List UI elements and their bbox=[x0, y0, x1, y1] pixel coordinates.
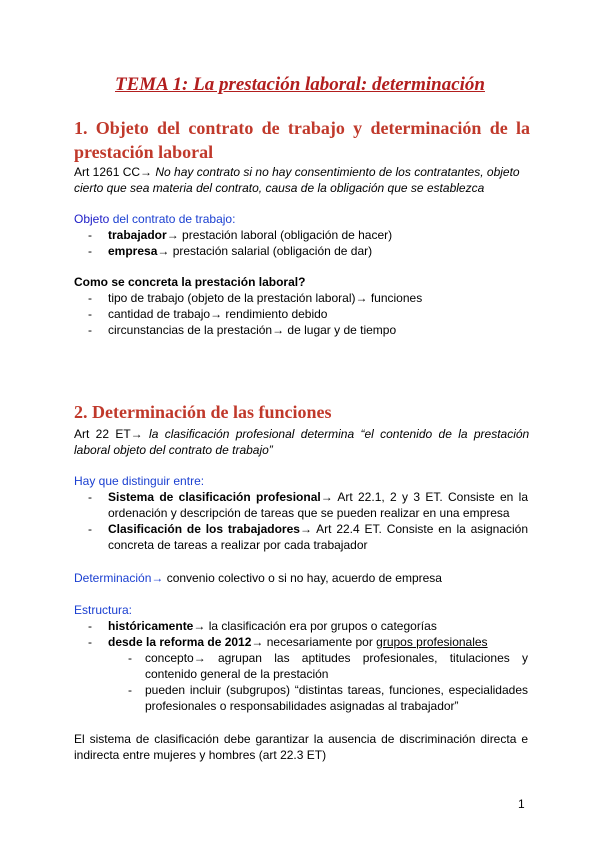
closing-line2: indirecta entre mujeres y hombres (art 22.3 ET) bbox=[74, 748, 327, 762]
section1-art-text1: No hay contrato si no hay consentimiento de los contratantes, objeto bbox=[155, 165, 520, 179]
section2-art-text1: la clasificación profesional determina “el contenido de la prestación bbox=[149, 427, 530, 441]
concreta-heading: Como se concreta la prestación laboral? bbox=[74, 275, 306, 289]
concreta-item-text: cantidad de trabajo→ rendimiento debido bbox=[108, 307, 328, 321]
objeto-line bbox=[74, 211, 528, 227]
sub-item-line1: concepto→ agrupan las aptitudes profesionales, titulaciones y bbox=[145, 651, 528, 665]
objeto-item-bold: empresa bbox=[108, 244, 158, 258]
determinacion-rest: convenio colectivo o si no hay, acuerdo de empresa bbox=[163, 571, 442, 585]
list-dash: - bbox=[88, 619, 92, 633]
section2-art-line1 bbox=[74, 426, 528, 442]
distinguir-item-rest2: ordenación y descripción de tareas que se pueden realizar en una empresa bbox=[108, 506, 510, 520]
estructura-item-bold: desde la reforma de 2012 bbox=[108, 635, 252, 649]
section1-art-line2: cierto que sea materia del contrato, causa de la obligación que se establezca bbox=[74, 181, 485, 195]
distinguir-label: Hay que distinguir entre: bbox=[74, 474, 205, 488]
estructura-item-rest: → necesariamente por bbox=[251, 635, 377, 649]
estructura-label: Estructura: bbox=[74, 603, 133, 617]
list-dash: - bbox=[88, 490, 92, 504]
concreta-item-text: tipo de trabajo (objeto de la prestación laboral)→ funciones bbox=[108, 291, 423, 305]
concreta-item-text: circunstancias de la prestación→ de lugar y de tiempo bbox=[108, 323, 397, 337]
section1-art-ref: Art 1261 CC→ bbox=[74, 165, 153, 179]
objeto-label: Objeto bbox=[74, 212, 110, 226]
list-dash: - bbox=[88, 635, 92, 649]
list-dash: - bbox=[88, 522, 92, 536]
determinacion-label: Determinación→ bbox=[74, 571, 164, 585]
estructura-item-underlined: grupos profesionales bbox=[376, 635, 488, 649]
section2-art-line2: laboral objeto del contrato de trabajo” bbox=[74, 443, 273, 457]
list-dash: - bbox=[88, 244, 92, 258]
list-dash: - bbox=[128, 683, 132, 697]
list-dash: - bbox=[88, 228, 92, 242]
sub-item-line2: profesionales o responsabilidades asignadas al trabajador” bbox=[145, 699, 459, 713]
section1-art-line1 bbox=[74, 164, 528, 180]
determinacion-line bbox=[74, 570, 528, 586]
distinguir-item-bold: Sistema de clasificación profesional bbox=[108, 490, 321, 504]
estructura-item-bold: históricamente bbox=[108, 619, 194, 633]
distinguir-item-rest1: → Art 22.1, 2 y 3 ET. Consiste en la bbox=[320, 490, 528, 504]
section1-heading-line1: 1. Objeto del contrato de trabajo y determinación de la bbox=[74, 118, 530, 138]
objeto-item-rest: → prestación laboral (obligación de hacer) bbox=[166, 228, 393, 242]
page-number: 1 bbox=[518, 797, 525, 811]
distinguir-item-rest1: → Art 22.4 ET. Consiste en la asignación bbox=[299, 522, 529, 536]
sub-item-line2: contenido general de la prestación bbox=[145, 667, 329, 681]
section2-heading: 2. Determinación de las funciones bbox=[74, 402, 332, 422]
list-dash: - bbox=[88, 323, 92, 337]
section1-heading-line2: prestación laboral bbox=[74, 142, 214, 162]
distinguir-item-rest2: concreta de tareas a realizar por cada trabajador bbox=[108, 538, 368, 552]
list-dash: - bbox=[88, 307, 92, 321]
objeto-item-bold: trabajador bbox=[108, 228, 167, 242]
page-title: TEMA 1: La prestación laboral: determinación bbox=[115, 74, 485, 95]
section2-art-ref: Art 22 ET→ bbox=[74, 427, 143, 441]
distinguir-item-bold: Clasificación de los trabajadores bbox=[108, 522, 300, 536]
section1-heading bbox=[74, 116, 530, 164]
list-dash: - bbox=[88, 291, 92, 305]
objeto-rest: del contrato de trabajo: bbox=[109, 212, 236, 226]
sub-item-line1: pueden incluir (subgrupos) “distintas tareas, funciones, especialidades bbox=[145, 683, 528, 697]
estructura-item-rest: → la clasificación era por grupos o categorías bbox=[193, 619, 437, 633]
objeto-item-rest: → prestación salarial (obligación de dar) bbox=[157, 244, 373, 258]
list-dash: - bbox=[128, 651, 132, 665]
closing-line1: El sistema de clasificación debe garantizar la ausencia de discriminación directa e bbox=[74, 732, 528, 746]
